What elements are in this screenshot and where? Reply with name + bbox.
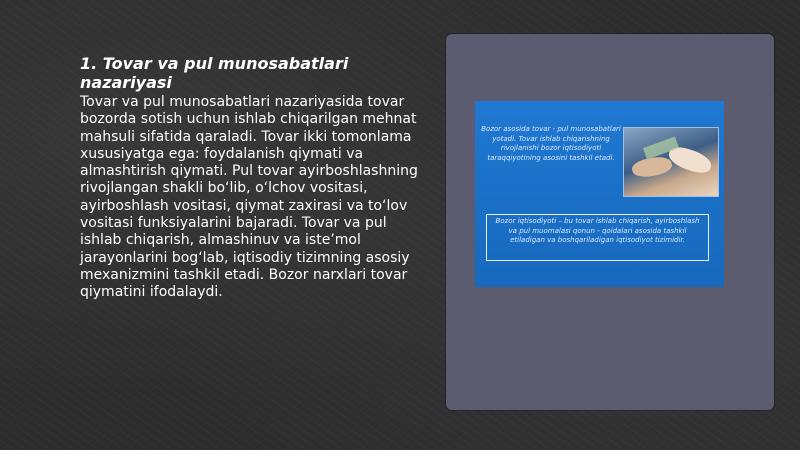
image-panel <box>446 34 774 410</box>
slide-title: 1. Tovar va pul munosabatlari nazariyasi <box>80 54 349 92</box>
hand-left-shape <box>631 154 674 180</box>
slide-picture <box>475 101 724 287</box>
handshake-photo <box>623 127 719 197</box>
picture-bottom-caption: Bozor iqtisodiyoti – bu tovar ishlab chiqarish, ayirboshlash va pul muomalasi qonun - qoidalari asosida tashkil etiladigan va boshqariladigan iqtisodiyot tizimidir. <box>486 214 709 261</box>
picture-top-caption: Bozor asosida tovar - pul munosabatlari yotadi. Tovar ishlab chiqarishning rivojlanishi bozor iqtisodiyoti taraqqiyotining asosini tashkil etadi. <box>481 125 621 162</box>
slide-body-text: Tovar va pul munosabatlari nazariyasida tovar bozorda sotish uchun ishlab chiqarilgan mehnat mahsuli sifatida qaraladi. Tovar ikki tomonlama xususiyatga ega: foydalanish qiymati va almashtirish qiymati. Pul tovar ayirboshlashning rivojlangan shakli bo‘lib, o‘lchov vositasi, ayirboshlash vositasi, qiymat zaxirasi va to‘lov vositasi funksiyalarini bajaradi. Tovar va pul ishlab chiqarish, almashinuv va iste’mol jarayonlarini bog‘lab, iqtisodiy tizimning asosiy mexanizmini tashkil etadi. Bozor narxlari tovar qiymatini ifodalaydi. <box>80 94 418 301</box>
